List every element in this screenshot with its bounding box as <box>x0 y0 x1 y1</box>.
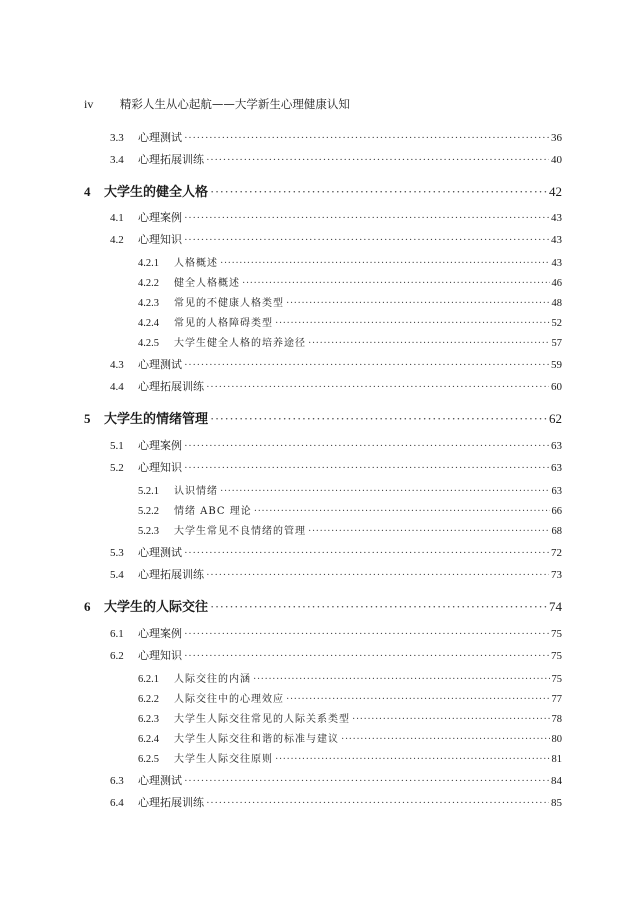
toc-entry-number: 5.3 <box>110 547 124 559</box>
book-title: 精彩人生从心起航——大学新生心理健康认知 <box>119 97 350 111</box>
dot-leader <box>206 569 549 581</box>
toc-entry-title: 人格概述 <box>174 258 218 269</box>
toc-entry <box>138 482 562 497</box>
dot-leader <box>184 650 549 662</box>
toc-entry <box>138 502 562 517</box>
toc-entry-title: 大学生健全人格的培养途径 <box>174 338 306 349</box>
toc-entry <box>138 334 562 349</box>
toc-entry-title: 常见的人格障碍类型 <box>174 318 273 329</box>
toc-entry-number: 6.2.1 <box>138 674 159 685</box>
toc-entry-page: 63 <box>551 486 562 497</box>
toc-entry-number: 5 <box>84 411 91 426</box>
toc-entry <box>110 566 562 582</box>
toc-entry-number: 5.2.1 <box>138 486 159 497</box>
toc-entry <box>110 129 562 145</box>
toc-entry-page: 52 <box>551 318 562 329</box>
dot-leader <box>308 526 550 537</box>
toc-entry-page: 80 <box>551 734 562 745</box>
dot-leader <box>242 278 550 289</box>
toc-entry-title: 大学生的人际交往 <box>104 600 209 615</box>
toc-entry-page: 36 <box>551 132 562 144</box>
toc-entry-page: 43 <box>551 258 562 269</box>
toc-entry <box>84 408 562 427</box>
toc-entry-page: 62 <box>549 411 562 426</box>
dot-leader <box>220 258 550 269</box>
toc-entry <box>110 209 562 225</box>
toc-entry <box>138 314 562 329</box>
toc-entry-number: 5.2.2 <box>138 506 159 517</box>
toc-entry-title: 心理测试 <box>138 774 182 787</box>
dot-leader <box>210 184 547 200</box>
toc-entry-title: 心理知识 <box>138 649 182 662</box>
toc-entry-page: 59 <box>551 359 562 371</box>
toc-entry <box>138 522 562 537</box>
dot-leader <box>184 359 549 371</box>
dot-leader <box>275 318 550 329</box>
toc-entry <box>138 730 562 745</box>
dot-leader <box>286 298 550 309</box>
toc-entry-title: 认识情绪 <box>174 486 218 497</box>
dot-leader <box>206 154 549 166</box>
toc-entry-number: 3.4 <box>110 154 124 166</box>
toc-entry <box>138 690 562 705</box>
toc-entry-title: 心理知识 <box>138 233 182 246</box>
toc-entry-number: 4.2.3 <box>138 298 159 309</box>
toc-entry-number: 6.2.2 <box>138 694 159 705</box>
toc-entry-number: 6.2.4 <box>138 734 159 745</box>
toc-entry-title: 心理测试 <box>138 358 182 371</box>
toc-entry-page: 63 <box>551 462 562 474</box>
running-header <box>84 96 350 112</box>
toc-entry-page: 78 <box>551 714 562 725</box>
toc-entry-number: 4.4 <box>110 381 124 393</box>
toc-entry-page: 85 <box>551 797 562 809</box>
dot-leader <box>308 338 550 349</box>
toc-entry-title: 大学生人际交往原则 <box>174 754 273 765</box>
dot-leader <box>184 440 549 452</box>
toc-entry-page: 43 <box>551 212 562 224</box>
toc-entry <box>110 356 562 372</box>
toc-entry-number: 4.2.4 <box>138 318 159 329</box>
dot-leader <box>184 212 549 224</box>
toc-entry <box>110 544 562 560</box>
dot-leader <box>210 411 547 427</box>
dot-leader <box>341 734 550 745</box>
toc-entry-title: 大学生常见不良情绪的管理 <box>174 526 306 537</box>
toc-entry <box>84 596 562 615</box>
toc-entry <box>110 231 562 247</box>
toc-entry-title: 健全人格概述 <box>174 278 240 289</box>
toc-entry-number: 4.2.2 <box>138 278 159 289</box>
dot-leader <box>184 132 549 144</box>
toc-entry-page: 63 <box>551 440 562 452</box>
toc-entry <box>110 647 562 663</box>
toc-entry-title: 心理案例 <box>138 627 182 640</box>
toc-entry-title: 心理测试 <box>138 546 182 559</box>
dot-leader <box>184 628 549 640</box>
toc-entry-page: 75 <box>551 650 562 662</box>
toc-entry-number: 4 <box>84 184 91 199</box>
toc-entry-number: 6.4 <box>110 797 124 809</box>
toc-entry-title: 心理拓展训练 <box>138 380 204 393</box>
toc-entry-title: 情绪 ABC 理论 <box>174 506 252 517</box>
toc-entry <box>138 710 562 725</box>
toc-entry-number: 5.2 <box>110 462 124 474</box>
toc-entry-title: 心理拓展训练 <box>138 796 204 809</box>
dot-leader <box>184 234 549 246</box>
toc-entry-title: 人际交往的内涵 <box>174 674 251 685</box>
toc-entry-number: 4.2.1 <box>138 258 159 269</box>
toc-entry-title: 心理拓展训练 <box>138 568 204 581</box>
dot-leader <box>210 599 547 615</box>
toc-entry <box>138 254 562 269</box>
toc-entry <box>138 294 562 309</box>
toc-entry-page: 48 <box>551 298 562 309</box>
toc-entry-number: 6.2.5 <box>138 754 159 765</box>
toc-entry-number: 4.2 <box>110 234 124 246</box>
toc-entry <box>110 625 562 641</box>
toc-entry-number: 4.3 <box>110 359 124 371</box>
toc-entry-title: 心理案例 <box>138 439 182 452</box>
toc-entry-title: 人际交往中的心理效应 <box>174 694 284 705</box>
toc-entry-number: 5.4 <box>110 569 124 581</box>
toc-entry-title: 大学生的情绪管理 <box>104 412 209 427</box>
toc-entry-title: 心理测试 <box>138 131 182 144</box>
toc-entry-title: 大学生人际交往和谐的标准与建议 <box>174 734 339 745</box>
toc-entry-page: 60 <box>551 381 562 393</box>
toc-entry <box>138 670 562 685</box>
toc-entry-number: 5.1 <box>110 440 124 452</box>
toc-entry-title: 心理拓展训练 <box>138 153 204 166</box>
toc-entry-page: 84 <box>551 775 562 787</box>
dot-leader <box>275 754 550 765</box>
toc-entry-number: 4.2.5 <box>138 338 159 349</box>
toc-entry-number: 6.3 <box>110 775 124 787</box>
toc-entry-number: 5.2.3 <box>138 526 159 537</box>
toc-entry-page: 73 <box>551 569 562 581</box>
toc-entry <box>84 181 562 200</box>
toc-entry-page: 75 <box>551 628 562 640</box>
toc-entry <box>110 794 562 810</box>
toc-entry-page: 42 <box>549 184 562 199</box>
toc-entry-page: 66 <box>551 506 562 517</box>
dot-leader <box>206 797 549 809</box>
toc-entry-number: 3.3 <box>110 132 124 144</box>
toc-entry-page: 74 <box>549 599 562 614</box>
toc-entry-page: 43 <box>551 234 562 246</box>
toc-entry-page: 81 <box>551 754 562 765</box>
toc-entry-page: 72 <box>551 547 562 559</box>
toc-entry-page: 46 <box>551 278 562 289</box>
toc-entry-page: 68 <box>551 526 562 537</box>
toc-entry-number: 6.2.3 <box>138 714 159 725</box>
dot-leader <box>184 462 549 474</box>
dot-leader <box>184 547 549 559</box>
toc-entry-page: 40 <box>551 154 562 166</box>
dot-leader <box>254 506 550 517</box>
dot-leader <box>220 486 550 497</box>
toc-entry-page: 57 <box>551 338 562 349</box>
dot-leader <box>206 381 549 393</box>
toc-entry-title: 大学生人际交往常见的人际关系类型 <box>174 714 350 725</box>
toc-entry <box>138 274 562 289</box>
toc-entry <box>110 437 562 453</box>
toc-entry <box>110 459 562 475</box>
toc-entry-number: 6 <box>84 599 91 614</box>
toc-entry <box>110 151 562 167</box>
toc-entry-title: 常见的不健康人格类型 <box>174 298 284 309</box>
toc-entry-number: 6.1 <box>110 628 124 640</box>
page-number: iv <box>84 97 94 111</box>
dot-leader <box>253 674 550 685</box>
toc-entry-title: 心理知识 <box>138 461 182 474</box>
dot-leader <box>184 775 549 787</box>
toc-entry <box>110 378 562 394</box>
dot-leader <box>286 694 550 705</box>
toc-entry-number: 6.2 <box>110 650 124 662</box>
toc-entry-title: 心理案例 <box>138 211 182 224</box>
toc-entry-title: 大学生的健全人格 <box>104 185 209 200</box>
toc-entry <box>110 772 562 788</box>
toc-entry-number: 4.1 <box>110 212 124 224</box>
toc-entry-page: 75 <box>551 674 562 685</box>
toc-entry <box>138 750 562 765</box>
dot-leader <box>352 714 550 725</box>
toc-entry-page: 77 <box>551 694 562 705</box>
